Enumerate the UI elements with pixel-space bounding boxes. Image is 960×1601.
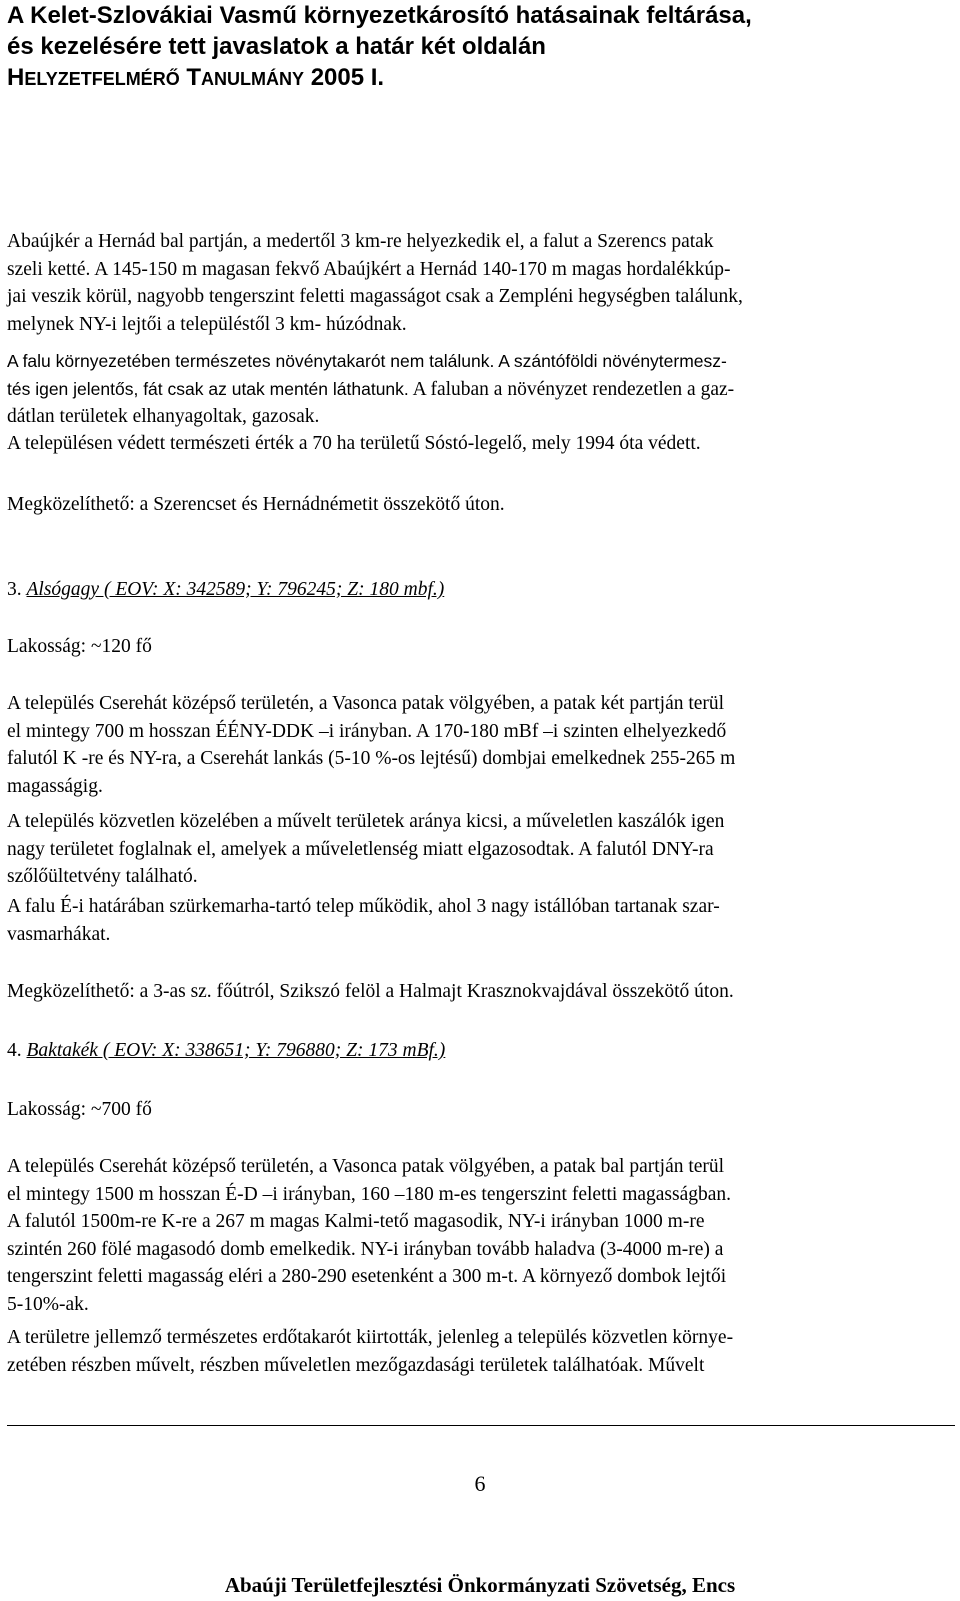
text-line: el mintegy 700 m hosszan ÉÉNY-DDK –i irányban. A 170-180 mBf –i szinten elhelyezkedő (7, 720, 727, 742)
text-line: szintén 260 fölé magasodó domb emelkedik. NY-i irányban tovább haladva (3-4000 m-re) a (7, 1238, 724, 1260)
baktakek-population (7, 1096, 955, 1124)
text-line: falutól K -re és NY-ra, a Cserehát lankás (5-10 %-os lejtésű) dombjai emelkednek 255-265 m (7, 748, 736, 769)
section-number: 3. (7, 579, 27, 600)
section-number: 4. (7, 1040, 27, 1061)
text-line: A településen védett természeti érték a 70 ha területű Sóstó-legelő, mely 1994 óta védett. (7, 433, 701, 454)
footer-organization: Abaúji Területfejlesztési Önkormányzati Szövetség, Encs (224, 1573, 736, 1597)
page-number: 6 (474, 1471, 486, 1496)
text-line: nagy területet foglalnak el, amelyek a műveletlenség miatt elgazosodtak. A falutól DNY-ra (7, 838, 714, 860)
text-line: Megközelíthető: a 3-as sz. főútról, Szikszó felöl a Halmajt Krasznokvajdával összekötő úton. (7, 981, 734, 1002)
text-line (7, 256, 955, 284)
header-title-line-3 (7, 62, 952, 95)
text-line: A falu É-i határában szürkemarha-tartó telep működik, ahol 3 nagy istállóban tartanak szar- (7, 896, 720, 917)
abaujker-protected-value (7, 430, 955, 458)
text-segment: szeli ketté. (7, 258, 91, 280)
text-segment: A falu környezetében természetes növénytakarót nem találunk. (7, 351, 495, 371)
text-line: melynek NY-i lejtői a településtől 3 km- húzódnak. (7, 313, 407, 335)
alsogagy-paragraph-2 (7, 808, 955, 891)
text-line: A falutól 1500m-re K-re a 267 m magas Kalmi-tető magasodik, NY-i irányban 1000 m-re (7, 1211, 705, 1232)
baktakek-heading (7, 1037, 955, 1065)
abaujker-access (7, 491, 955, 519)
text-line: tengerszint feletti magasság eléri a 280-290 esetenként a 300 m-t. A környező dombok lejtői (7, 1266, 727, 1287)
text-segment: A 145-150 m magasan fekvő Abaújkért a Hernád 140-170 m magas hordalékkúp- (90, 258, 731, 280)
text-line: A település Cserehát középső területén, a Vasonca patak völgyében, a patak bal partján terül (7, 1156, 725, 1177)
alsogagy-population (7, 633, 955, 661)
header-cap-t: T (179, 64, 202, 91)
text-segment: A szántóföldi növénytermesz- (494, 351, 727, 371)
alsogagy-paragraph-1 (7, 690, 955, 800)
header-small-caps-1: ELYZETFELMÉRŐ (24, 69, 180, 89)
header-title-line-1: A Kelet-Szlovákiai Vasmű környezetkárosító hatásainak feltárása, (7, 2, 752, 29)
header-title-line-2: és kezelésére tett javaslatok a határ két oldalán (7, 33, 546, 60)
footer-divider (7, 1425, 955, 1426)
abaujker-paragraph-2 (7, 348, 955, 431)
section-title: Baktakék ( EOV: X: 338651; Y: 796880; Z: 173 mBf.) (26, 1040, 446, 1061)
text-segment: A faluban a növényzet rendezetlen a gaz- (408, 378, 735, 400)
text-line: jai veszik körül, nagyobb tengerszint feletti magasságot csak a Zempléni hegységben találunk, (7, 286, 743, 307)
text-line: Lakosság: ~700 fő (7, 1099, 152, 1120)
text-line: Megközelíthető: a Szerencset és Hernádnémetit összekötő úton. (7, 494, 505, 515)
section-title: Alsógagy ( EOV: X: 342589; Y: 796245; Z: 180 mbf.) (26, 579, 445, 600)
header-year: 2005 I. (304, 64, 385, 91)
header-cap-h: H (7, 64, 25, 91)
header-small-caps-2: ANULMÁNY (201, 69, 305, 89)
alsogagy-paragraph-3 (7, 893, 955, 948)
text-line: A területre jellemző természetes erdőtakarót kiirtották, jelenleg a település közvetlen környe- (7, 1327, 734, 1348)
alsogagy-access (7, 978, 955, 1006)
text-line: dátlan területek elhanyagoltak, gazosak. (7, 406, 320, 427)
baktakek-paragraph-1 (7, 1153, 955, 1318)
text-line: Abaújkér a Hernád bal partján, a medertől 3 km-re helyezkedik el, a falut a Szerencs patak (7, 231, 714, 252)
text-line: vasmarhákat. (7, 923, 111, 945)
section-heading (7, 576, 955, 604)
text-line: el mintegy 1500 m hosszan É-D –i irányban, 160 –180 m-es tengerszint feletti magasságban. (7, 1183, 732, 1205)
text-line: 5-10%-ak. (7, 1293, 89, 1315)
abaujker-paragraph-1 (7, 228, 955, 338)
text-segment: tés igen jelentős, fát csak az utak mentén láthatunk. (7, 378, 409, 399)
text-line: A település közvetlen közelében a művelt területek aránya kicsi, a műveletlen kaszálók igen (7, 811, 725, 832)
text-line: szőlőültetvény található. (7, 866, 198, 887)
text-line: zetében részben művelt, részben műveletlen mezőgazdasági területek találhatóak. Művelt (7, 1354, 705, 1376)
alsogagy-heading (7, 576, 955, 604)
section-heading (7, 1037, 955, 1065)
text-line: A település Cserehát középső területén, a Vasonca patak völgyében, a patak két partján terül (7, 693, 725, 714)
text-line (7, 348, 955, 376)
text-line: Lakosság: ~120 fő (7, 636, 152, 657)
document-header (7, 0, 952, 95)
baktakek-paragraph-2 (7, 1324, 955, 1379)
text-line (7, 376, 955, 404)
text-line: magasságig. (7, 775, 103, 797)
